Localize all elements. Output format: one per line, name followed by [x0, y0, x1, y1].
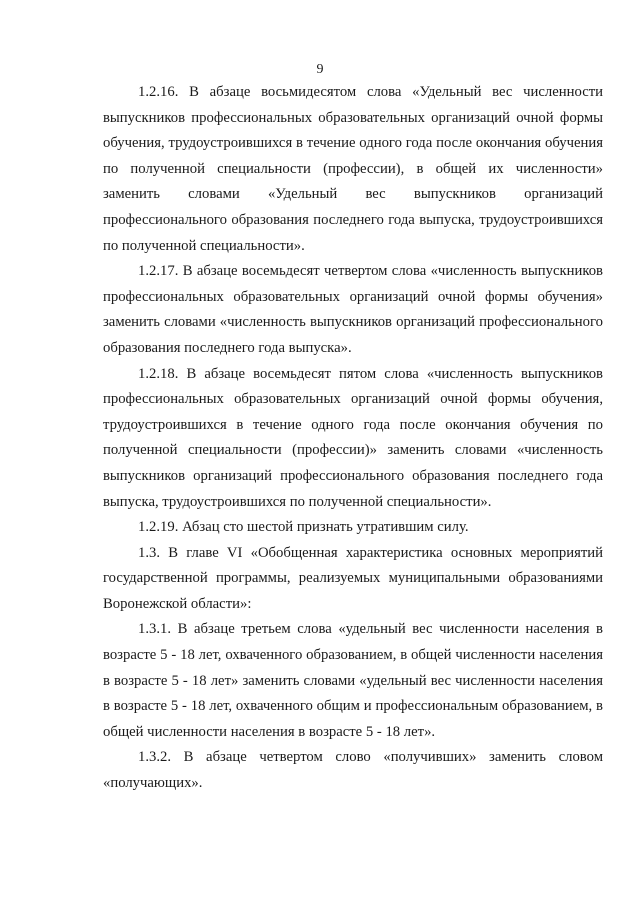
paragraph-1-2-17: 1.2.17. В абзаце восемьдесят четвертом слова «численность выпускников профессиональных образовательных организаций очной формы обучения» заменить словами «численность выпускников организаций профессионального образования последнего года выпуска».: [103, 263, 603, 356]
paragraph-1-2-16: 1.2.16. В абзаце восьмидесятом слова «Удельный вес численности выпускников профессиональных образовательных организаций очной формы обучения, трудоустроившихся в течение одного года после окончания обучения по полученной специальности (профессии), в общей их численности» заменить словами «Удельный вес выпускников организаций профессионального образования последнего года выпуска, трудоустроившихся по полученной специальности».: [103, 84, 603, 254]
paragraph-1-3: 1.3. В главе VI «Обобщенная характеристика основных мероприятий государственной программы, реализуемых муниципальными образованиями Воронежской области»:: [103, 544, 603, 612]
paragraph-1-2-18: 1.2.18. В абзаце восемьдесят пятом слова «численность выпускников профессиональных образовательных организаций очной формы обучения, трудоустроившихся в течение одного года после окончания обучения по полученной специальности (профессии)» заменить словами «численность выпускников организаций профессионального образования последнего года выпуска, трудоустроившихся по полученной специальности».: [103, 365, 603, 510]
paragraph-1-3-1: 1.3.1. В абзаце третьем слова «удельный вес численности населения в возрасте 5 - 18 лет, охваченного образованием, в общей численности населения в возрасте 5 - 18 лет» заменить словами «удельный вес численности населения в возрасте 5 - 18 лет, охваченного общим и профессиональным образованием, в общей численности населения в возрасте 5 - 18 лет».: [103, 621, 603, 740]
paragraph-1-3-2: 1.3.2. В абзаце четвертом слово «получивших» заменить словом «получающих».: [103, 749, 603, 792]
document-body: [103, 80, 603, 797]
page-number: 9: [316, 62, 324, 77]
paragraph-1-2-19: 1.2.19. Абзац сто шестой признать утратившим силу.: [138, 519, 469, 536]
